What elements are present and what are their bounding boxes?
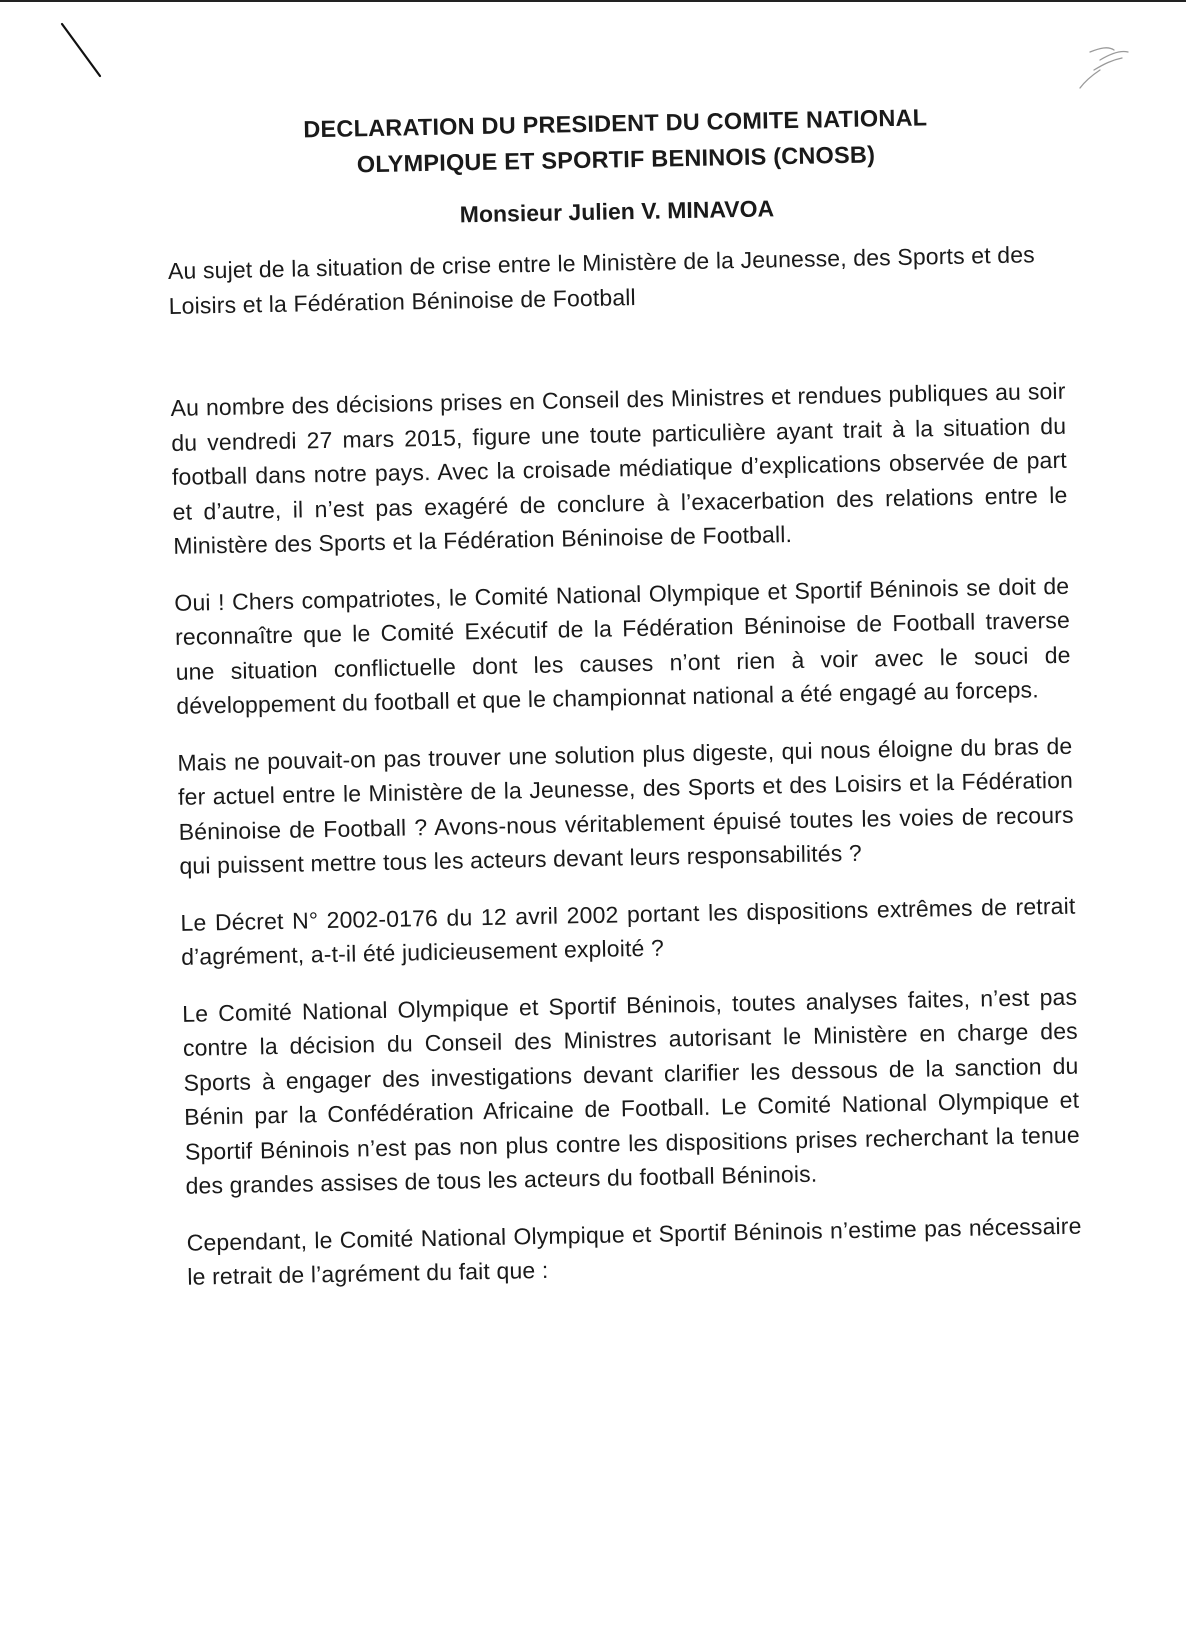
paragraph-1: Au nombre des décisions prises en Conseil des Ministres et rendues publiques au soir du vendredi 27 mars 2015, figure une toute particulière ayant trait à la situation du football dans notre pays. Avec la croisade médiatique d’explications observée de part et d’autre, il n’est pas exagéré de conclure à l’exacerbation des relations entre le Ministère des Sports et la Fédération Béninoise de Football. (170, 377, 1068, 559)
paragraph-6: Cependant, le Comité National Olympique et Sportif Béninois n’estime pas nécessaire le retrait de l’agrément du fait que : (186, 1212, 1082, 1290)
paragraph-2: Oui ! Chers compatriotes, le Comité National Olympique et Sportif Béninois se doit de reconnaître que le Comité Exécutif de la Fédération Béninoise de Football traverse une situation conflictuelle dont les causes n’ont rien à voir avec le souci de développement du football et que le championnat national a été engagé au forceps. (174, 572, 1071, 719)
declaration-title: DECLARATION DU PRESIDENT DU COMITE NATIONAL OLYMPIQUE ET SPORTIF BENINOIS (CNOSB) (303, 104, 928, 178)
document-body (165, 97, 1082, 1294)
paragraph-5: Le Comité National Olympique et Sportif Béninois, toutes analyses faites, n’est pas contre la décision du Conseil des Ministres autorisant le Ministère en charge des Sports à engager des investigations devant clarifier les dessous de la sanction du Bénin par la Confédération Africaine de Football. Le Comité National Olympique et Sportif Béninois n’est pas non plus contre les dispositions prises recherchant la tenue des grandes assises de tous les acteurs du football Béninois. (182, 983, 1081, 1199)
speaker-name: Monsieur Julien V. MINAVOA (459, 195, 775, 228)
subject-line: Au sujet de la situation de crise entre le Ministère de la Jeunesse, des Sports et des Loisirs et la Fédération Béninoise de Football (167, 241, 1036, 319)
paragraph-3: Mais ne pouvait-on pas trouver une solution plus digeste, qui nous éloigne du bras de fer actuel entre le Ministère de la Jeunesse, des Sports et des Loisirs et la Fédération Béninoise de Football ? Avons-nous véritablement épuisé toutes les voies de recours qui puissent mettre tous les acteurs devant leurs responsabilités ? (177, 732, 1074, 879)
handwritten-slash-mark (58, 20, 118, 84)
handwritten-scribble-mark (1070, 30, 1180, 100)
paragraph-4: Le Décret N° 2002-0176 du 12 avril 2002 portant les dispositions extrêmes de retrait d’agrément, a-t-il été judicieusement exploité ? (180, 892, 1076, 970)
